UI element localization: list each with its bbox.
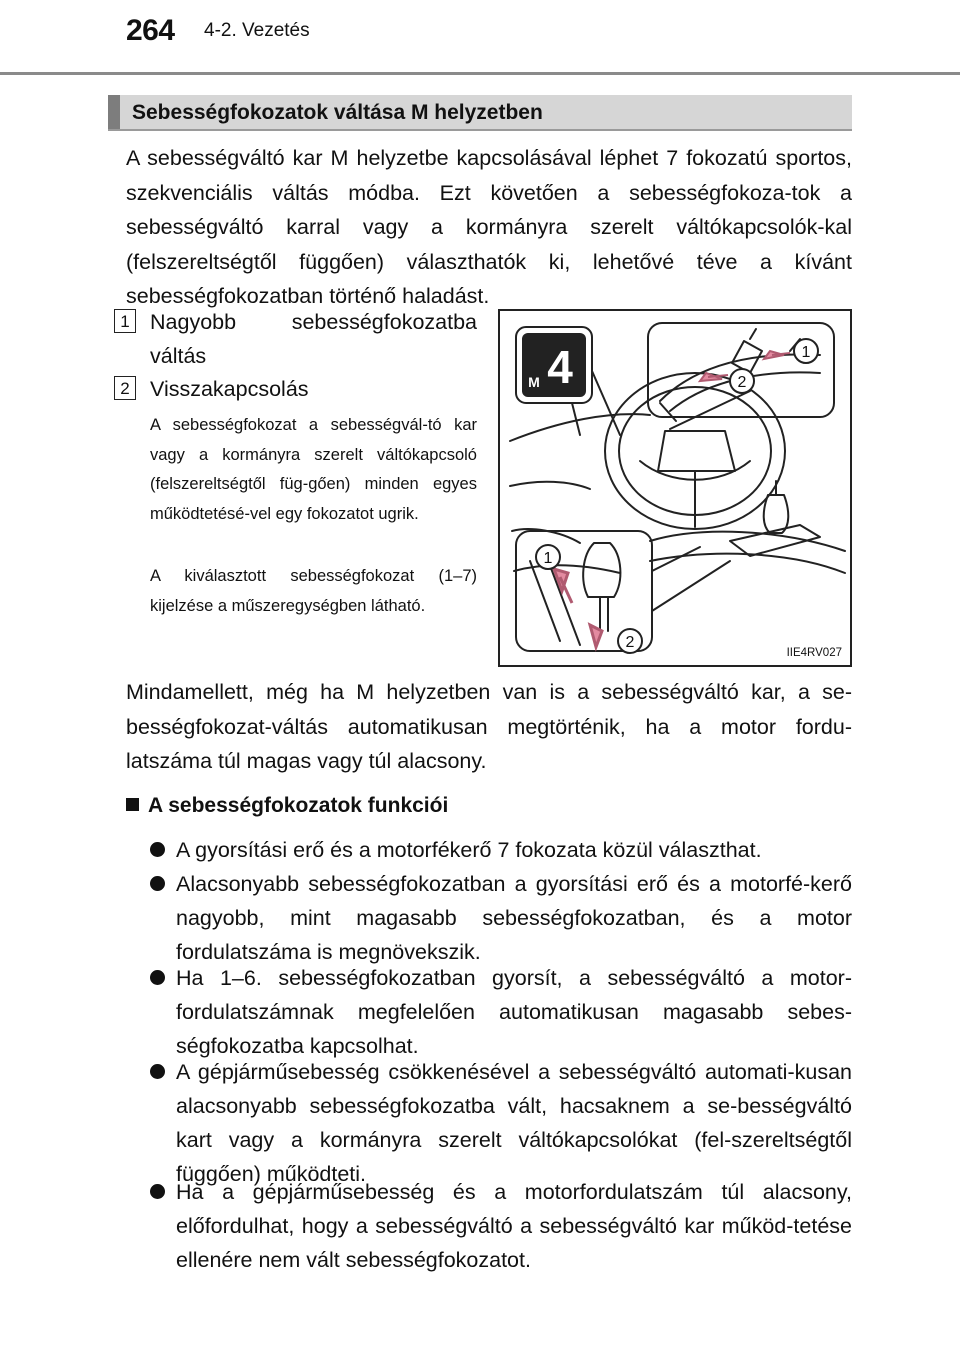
page-number: 264 [126, 14, 175, 47]
list-item [150, 1175, 852, 1277]
header-divider [0, 72, 960, 75]
functions-heading-text: A sebességfokozatok funkciói [148, 794, 449, 817]
automatic-shift-paragraph: Mindamellett, még ha M helyzetben van is a sebességváltó kar, a se-bességfokozat-váltás automatikusan megtörténik, ha a motor fordu-latszáma túl magas vagy túl alacsony. [126, 680, 852, 773]
list-item [150, 1055, 852, 1191]
bullet-dot-icon [150, 1184, 165, 1199]
section-reference: 4-2. Vezetés [204, 20, 310, 41]
callout-label-2-top: 2 [737, 374, 747, 391]
list-item-text: Alacsonyabb sebességfokozatban a gyorsítási erő és a motorfé-kerő nagyobb, mint magasabb sebességfokozatban, és a motor fordulatszáma is megnövekszik. [176, 872, 852, 964]
item-label: Visszakapcsolás [150, 377, 309, 401]
note-paragraph-1: A sebességfokozat a sebességvál-tó kar vagy a kormányra szerelt váltókapcsoló (felszereltségtől füg-gően) minden egyes működtetésé-vel egy fokozatot ugrik. [150, 416, 477, 523]
figure-code: IIE4RV027 [786, 647, 842, 659]
list-item-text: Ha 1–6. sebességfokozatban gyorsít, a sebességváltó a motor-fordulatszámnak megfelelően automatikusan magasabb sebes-ségfokozatba kapcsolhat. [176, 966, 852, 1058]
list-item-text: Ha a gépjárműsebesség és a motorfordulatszám túl alacsony, előfordulhat, hogy a sebességváltó a sebességváltó kar működ-tetése ellenére nem vált sebességfokozatot. [176, 1180, 852, 1272]
list-item-text: A gyorsítási erő és a motorfékerő 7 fokozata közül választhat. [176, 838, 762, 862]
list-item [150, 867, 852, 969]
square-bullet-icon [126, 798, 139, 811]
bullet-dot-icon [150, 970, 165, 985]
title-accent [108, 95, 120, 129]
note-paragraph-2: A kiválasztott sebességfokozat (1–7) kijelzése a műszeregységben látható. [150, 567, 477, 615]
functions-heading [126, 794, 448, 818]
gear-display-mode: M [528, 374, 540, 390]
section-title: Sebességfokozatok váltása M helyzetben [132, 101, 543, 124]
callout-label-1-bottom: 1 [543, 550, 553, 567]
bullet-dot-icon [150, 1064, 165, 1079]
gear-display-number: 4 [547, 341, 573, 393]
callout-label-2-bottom: 2 [625, 634, 635, 651]
callout-label-1-top: 1 [801, 344, 811, 361]
bullet-dot-icon [150, 876, 165, 891]
list-item [150, 961, 852, 1063]
section-title-bar [108, 95, 852, 131]
gear-shift-illustration [498, 309, 852, 667]
list-item [150, 833, 852, 867]
intro-paragraph: A sebességváltó kar M helyzetbe kapcsolásával léphet 7 fokozatú sportos, szekvenciális váltás módba. Ezt követően a sebességfokoza-tok a sebességváltó karral vagy a kormányra szerelt váltókapcsolók-kal (felszereltségtől függően) választhatók ki, lehetővé téve a kívánt sebességfokozatban történő haladást. [126, 146, 852, 308]
illustration-drawing [500, 311, 850, 665]
item-label: Nagyobb sebességfokozatba váltás [150, 310, 477, 368]
item-number-box: 2 [114, 376, 136, 400]
list-item-text: A gépjárműsebesség csökkenésével a sebességváltó automati-kusan alacsonyabb sebességfokozatba vált, hacsaknem a se-bességváltó kart vagy a kormányra szerelt váltókapcsolókat (fel-szereltségtől függően) működteti. [176, 1060, 852, 1186]
item-number-box: 1 [114, 309, 136, 333]
bullet-dot-icon [150, 842, 165, 857]
